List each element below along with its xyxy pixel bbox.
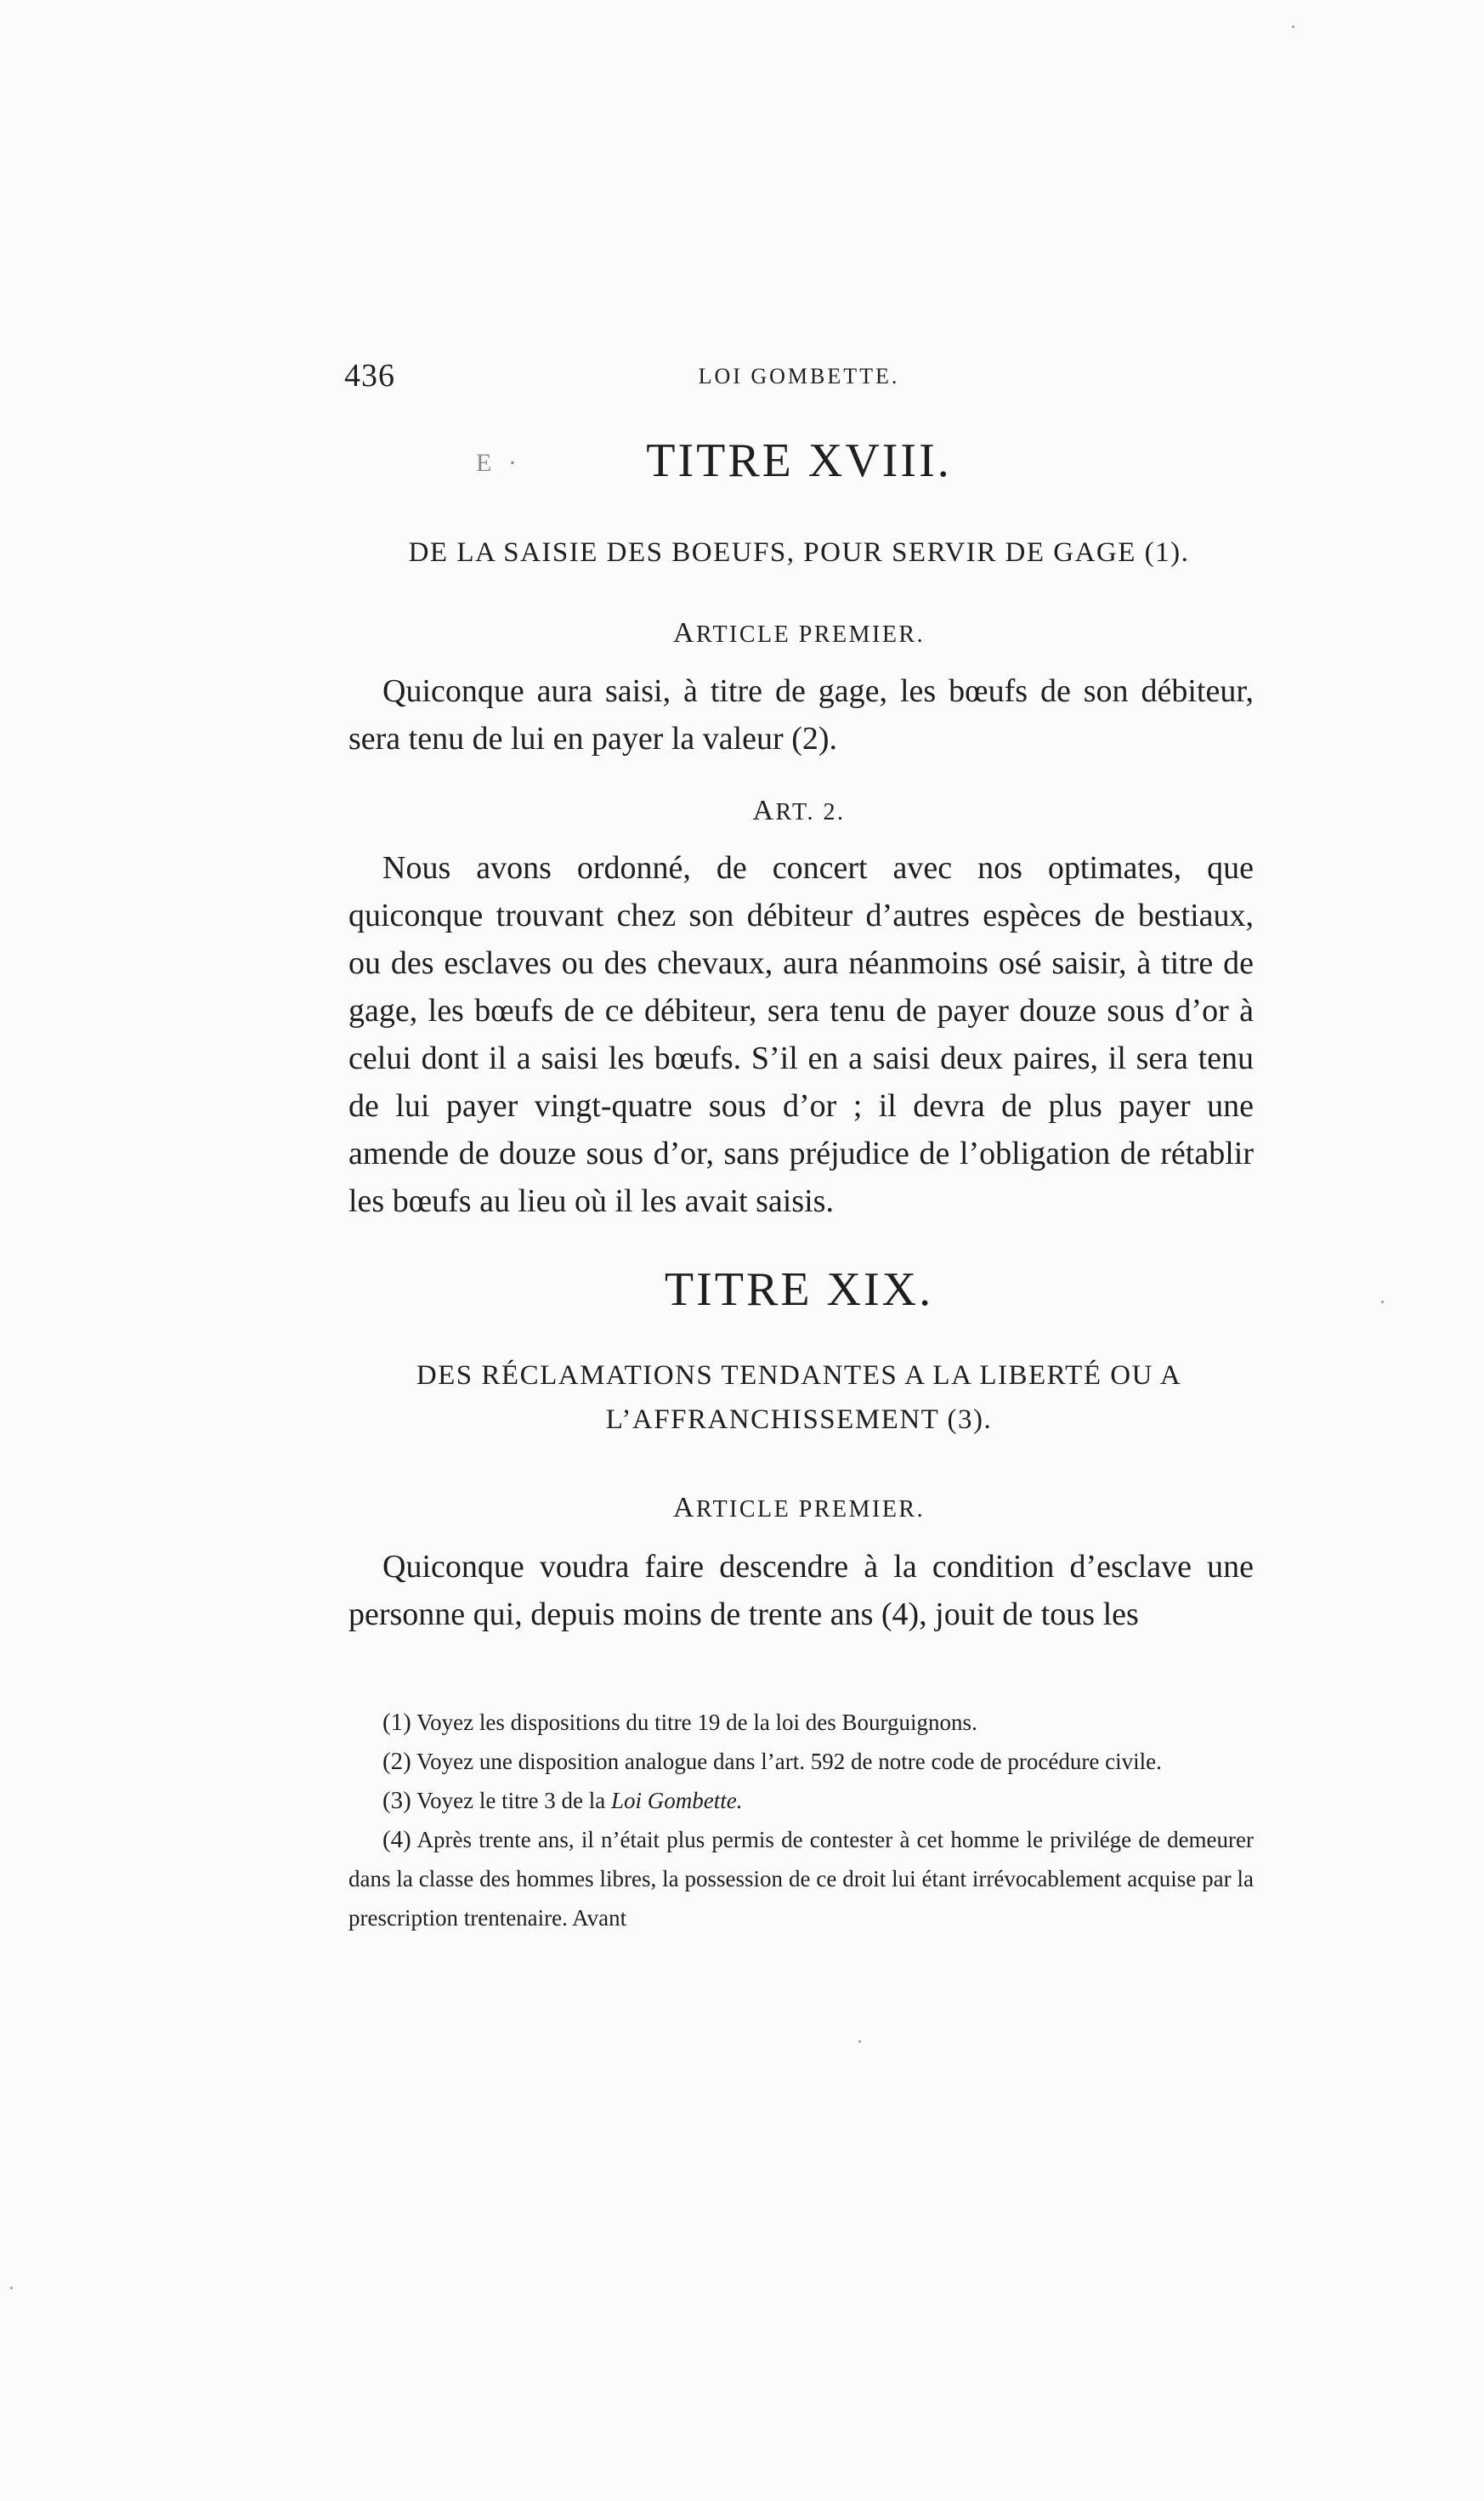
- titre-xviii-article-2-text: Nous avons ordonné, de concert avec nos optimates, que quiconque trouvant chez son débiteur d’autres espèces de bestiaux, ou des esclaves ou des chevaux, aura néanmoins osé saisir, à titre de gage, les bœufs de ce débiteur, sera tenu de payer douze sous d’or à celui dont il a saisi les bœufs. S’il en a saisi deux paires, il sera tenu de lui payer vingt-quatre sous d’or ; il devra de plus payer une amende de douze sous d’or, sans préjudice de l’obligation de rétablir les bœufs au lieu où il les avait saisis.: [348, 850, 1254, 1219]
- running-head: [344, 357, 1254, 400]
- article-heading: ARTICLE PREMIER.: [672, 1492, 926, 1523]
- paper-speck: [858, 2040, 861, 2043]
- footnote-1: (1) Voyez les dispositions du titre 19 de la loi des Bourguignons.: [382, 1709, 977, 1736]
- titre-xviii-subtitle: DE LA SAISIE DES BOEUFS, POUR SERVIR DE GAGE (1).: [408, 537, 1190, 568]
- footnote-3: (3) Voyez le titre 3 de la Loi Gombette.: [382, 1787, 743, 1814]
- running-title: LOI GOMBETTE.: [698, 364, 900, 388]
- titre-xix-article-1-text: Quiconque voudra faire descendre à la condition d’esclave une personne qui, depuis moins de trente ans (4), jouit de tous les: [348, 1549, 1254, 1632]
- printer-mark: E ·: [476, 449, 522, 477]
- titre-xix-subtitle: DES RÉCLAMATIONS TENDANTES A LA LIBERTÉ OU A L’AFFRANCHISSEMENT (3).: [416, 1360, 1182, 1435]
- footnote-2: (2) Voyez une disposition analogue dans l’art. 592 de notre code de procédure civile.: [382, 1748, 1162, 1775]
- article-heading: ART. 2.: [752, 795, 846, 826]
- paper-speck: [1381, 1301, 1384, 1303]
- footnote-4: (4) Après trente ans, il n’était plus permis de contester à cet homme le privilége de demeurer dans la classe des hommes libres, la possession de ce droit lui étant irrévocablement acquise par la prescription trentenaire. Avant: [348, 1826, 1254, 1931]
- paper-speck: [10, 2287, 13, 2289]
- article-heading: ARTICLE PREMIER.: [672, 617, 926, 649]
- paper-speck: [1292, 26, 1294, 28]
- titre-xix-heading: TITRE XIX.: [664, 1263, 934, 1316]
- titre-xviii-heading: TITRE XVIII.: [646, 434, 952, 487]
- footnotes: [348, 1703, 1254, 1937]
- page-number: 436: [344, 358, 395, 394]
- titre-xviii-article-1-text: Quiconque aura saisi, à titre de gage, les bœufs de son débiteur, sera tenu de lui en payer la valeur (2).: [348, 673, 1254, 757]
